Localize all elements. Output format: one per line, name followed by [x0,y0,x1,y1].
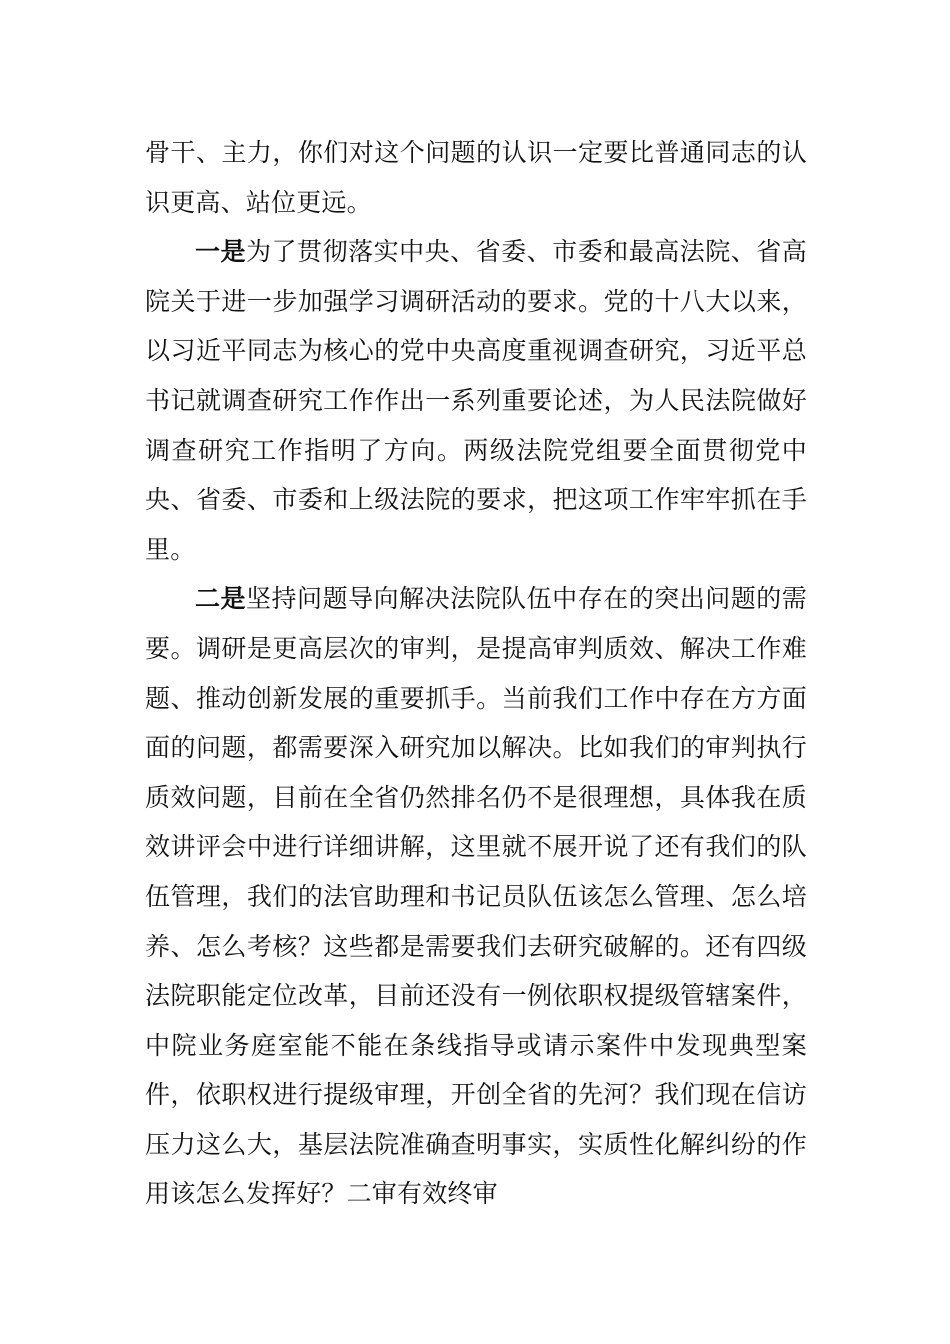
paragraph-text: 骨干、主力，你们对这个问题的认识一定要比普通同志的认识更高、站位更远。 [145,138,807,217]
paragraph-lead: 一是 [195,237,247,267]
paragraph-continuation [145,128,807,227]
paragraph-lead: 二是 [195,584,247,614]
document-body [145,128,807,1219]
paragraph-text: 为了贯彻落实中央、省委、市委和最高法院、省高院关于进一步加强学习调研活动的要求。党的十八大以来，以习近平同志为核心的党中央高度重视调查研究，习近平总书记就调查研究工作作出一系列重要论述，为人民法院做好调查研究工作指明了方向。两级法院党组要全面贯彻党中央、省委、市委和上级法院的要求，把这项工作牢牢抓在手里。 [145,237,807,564]
paragraph-point-two [145,574,807,1219]
paragraph-text: 坚持问题导向解决法院队伍中存在的突出问题的需要。调研是更高层次的审判，是提高审判质效、解决工作难题、推动创新发展的重要抓手。当前我们工作中存在方方面面的问题，都需要深入研究加以解决。比如我们的审判执行质效问题，目前在全省仍然排名仍不是很理想，具体我在质效讲评会中进行详细讲解，这里就不展开说了还有我们的队伍管理，我们的法官助理和书记员队伍该怎么管理、怎么培养、怎么考核？这些都是需要我们去研究破解的。还有四级法院职能定位改革，目前还没有一例依职权提级管辖案件，中院业务庭室能不能在条线指导或请示案件中发现典型案件，依职权进行提级审理，开创全省的先河？我们现在信访压力这么大，基层法院准确查明事实，实质性化解纠纷的作用该怎么发挥好？二审有效终审 [145,584,807,1209]
paragraph-point-one [145,227,807,574]
